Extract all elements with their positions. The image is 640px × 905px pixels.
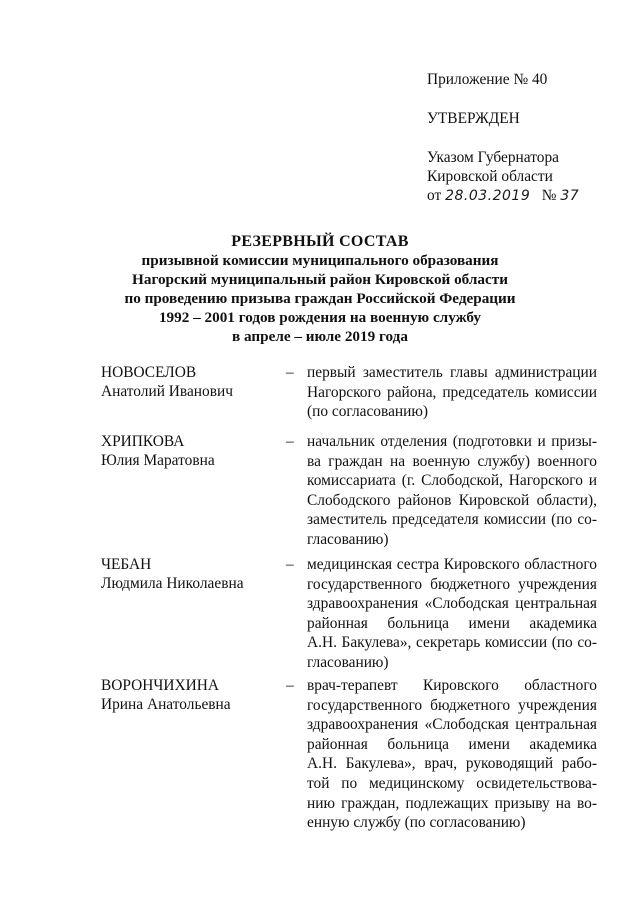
member-role	[307, 555, 597, 673]
member-given-name: Людмила Николаевна	[101, 575, 244, 592]
title-line-3: по проведению призыва граждан Российской Федерации	[124, 290, 516, 307]
role-line: (по согласованию)	[307, 403, 428, 421]
member-name	[101, 555, 281, 593]
handwritten-date: 28.03.2019	[445, 188, 531, 204]
annex-block	[427, 70, 627, 206]
role-line: комиссариата (г. Слободской, Нагорского и	[307, 472, 597, 490]
title-line-1: призывной комиссии муниципального образования	[141, 252, 499, 269]
member-surname: ЧЕБАН	[101, 556, 152, 573]
member-given-name: Ирина Анатольевна	[101, 696, 231, 713]
role-line: А.Н. Бакулева», секретарь комиссии (по со-	[307, 634, 597, 652]
member-name	[101, 363, 281, 401]
role-line: государственного бюджетного учреждения	[307, 696, 597, 714]
member-surname: НОВОСЕЛОВ	[101, 364, 197, 381]
role-line: заместитель председателя комиссии (по со-	[307, 511, 597, 529]
title-line-5: в апреле – июле 2019 года	[232, 328, 408, 345]
document-title-block	[0, 232, 640, 346]
role-line: гласованию)	[307, 653, 389, 671]
member-dash: –	[286, 364, 294, 381]
role-line: нию граждан, подлежащих призыву на во-	[307, 794, 597, 812]
title-line-4: 1992 – 2001 годов рождения на военную службу	[158, 309, 482, 326]
appendix-number: Приложение № 40	[427, 71, 548, 88]
member-given-name: Юлия Маратовна	[101, 452, 215, 469]
decree-line-1: Указом Губернатора	[427, 149, 559, 166]
member-dash: –	[286, 556, 294, 573]
role-line: А.Н. Бакулева», врач, руководящий рабо-	[307, 755, 597, 773]
member-dash: –	[286, 677, 294, 694]
member-role	[307, 676, 597, 833]
member-name	[101, 676, 281, 714]
number-prefix: №	[541, 187, 557, 204]
member-role	[307, 432, 597, 550]
role-line: медицинская сестра Кировского областного	[307, 556, 597, 573]
role-line: ва граждан на военную службу) военного	[307, 452, 597, 470]
role-line: первый заместитель главы администрации	[307, 364, 597, 381]
role-line: врач-терапевт Кировского областного	[307, 677, 597, 694]
role-line: государственного бюджетного учреждения	[307, 575, 597, 593]
decree-date-line	[427, 186, 627, 206]
role-line: начальник отделения (подготовки и призы-	[307, 433, 597, 450]
role-line: гласованию)	[307, 530, 389, 548]
member-given-name: Анатолий Иванович	[101, 383, 233, 400]
member-surname: ХРИПКОВА	[101, 433, 185, 450]
handwritten-number: 37	[560, 188, 580, 204]
role-line: здравоохранения «Слободская центральная	[307, 595, 597, 613]
member-dash: –	[286, 433, 294, 450]
member-surname: ВОРОНЧИХИНА	[101, 677, 219, 694]
date-prefix: от	[427, 187, 442, 204]
role-line: енную службу (по согласованию)	[307, 814, 526, 832]
role-line: здравоохранения «Слободская центральная	[307, 716, 597, 734]
approved-label: УТВЕРЖДЕН	[427, 110, 520, 127]
member-role	[307, 363, 597, 422]
role-line: той по медицинскому освидетельствова-	[307, 774, 597, 792]
role-line: Слободского районов Кировской области),	[307, 491, 597, 509]
member-name	[101, 432, 281, 470]
decree-line-2: Кировской области	[427, 168, 553, 185]
role-line: районная больница имени академика	[307, 735, 597, 753]
role-line: районная больница имени академика	[307, 614, 597, 632]
title-line-2: Нагорский муниципальный район Кировской области	[132, 271, 508, 288]
document-title: РЕЗЕРВНЫЙ СОСТАВ	[231, 233, 409, 250]
role-line: Нагорского района, председатель комиссии	[307, 383, 597, 401]
